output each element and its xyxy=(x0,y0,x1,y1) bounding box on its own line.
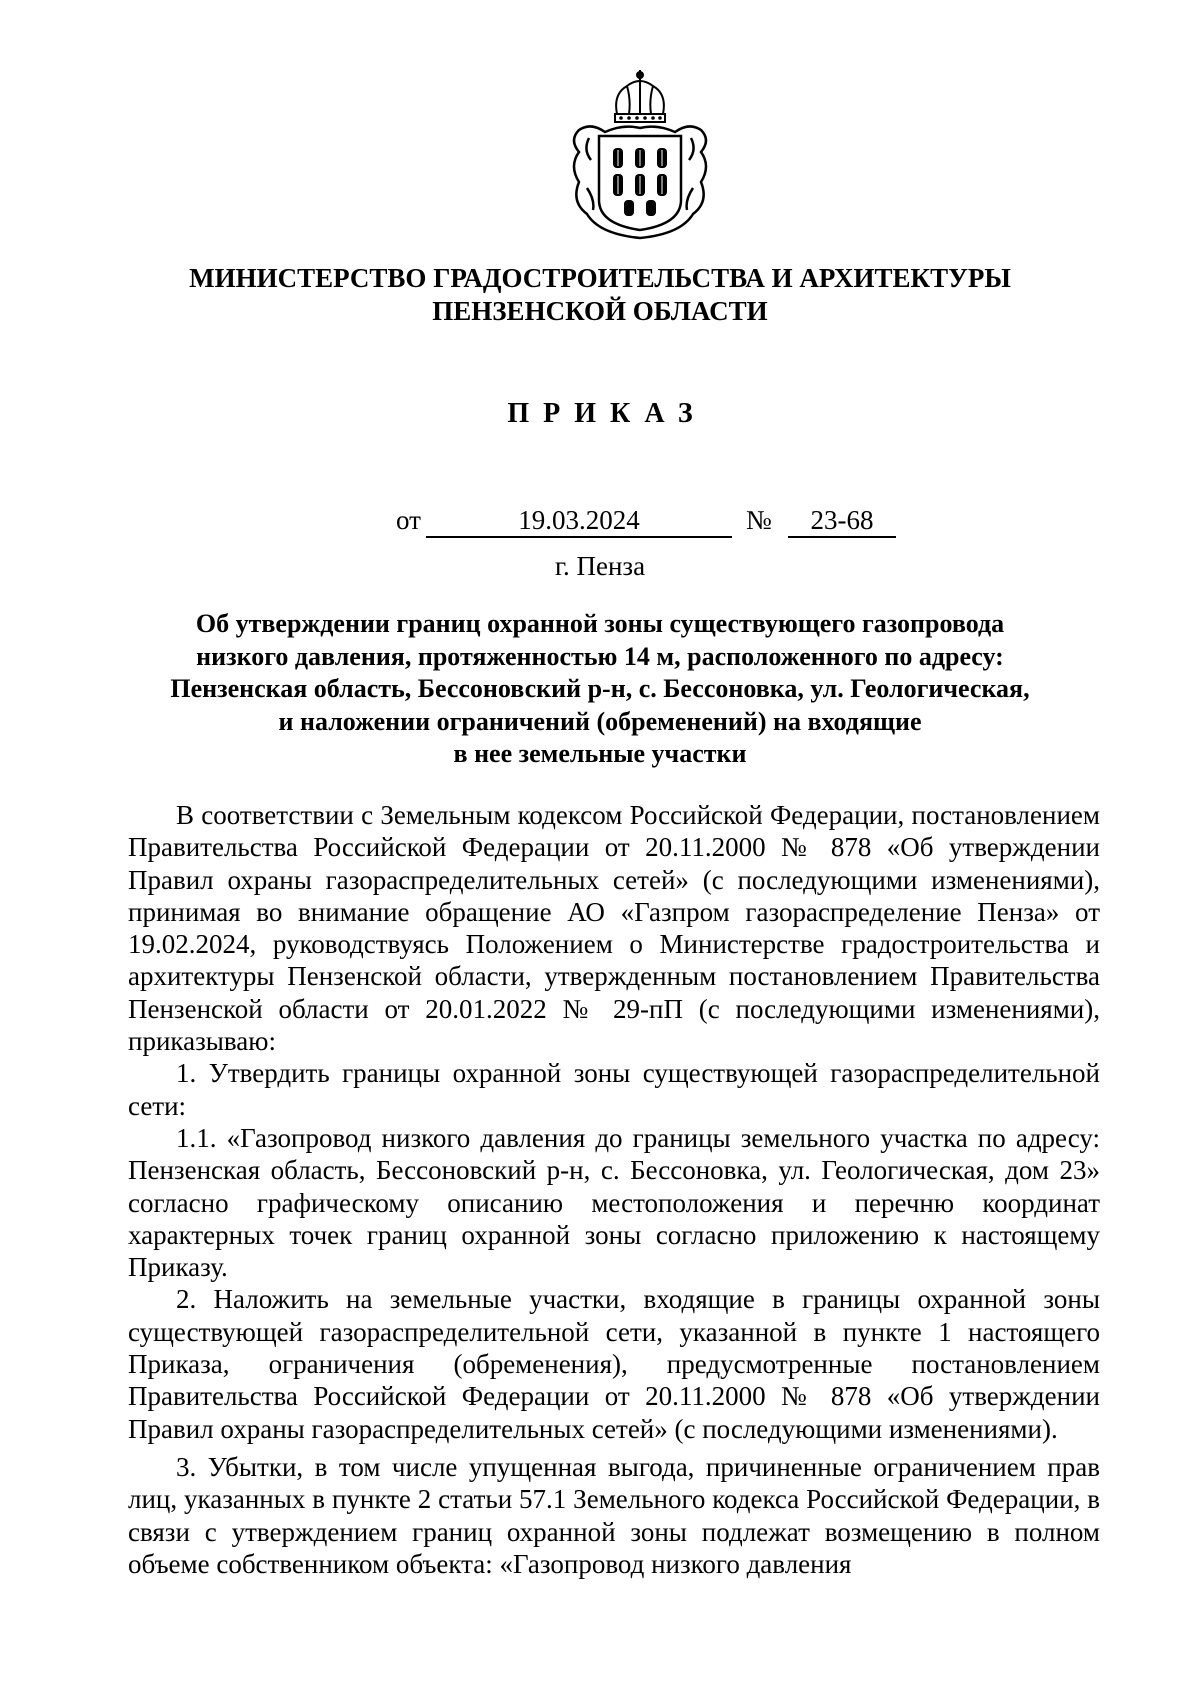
city: г. Пенза xyxy=(554,551,646,581)
ministry-name xyxy=(120,262,1080,328)
paragraph-item-1-1: 1.1. «Газопровод низкого давления до границы земельного участка по адресу: Пензенская область, Бессоновский р-н, с. Бессоновка, ул. Геологическая, дом 23» согласно графическому описанию местоположения и перечню координат характерных точек границ охранной зоны согласно приложению к настоящему Приказу. xyxy=(128,1122,1100,1283)
order-subject xyxy=(130,608,1070,771)
order-body xyxy=(128,799,1100,1580)
subject-line-1: Об утверждении границ охранной зоны существующего газопровода xyxy=(195,609,1005,638)
coat-of-arms-emblem xyxy=(565,70,715,242)
number-prefix: № xyxy=(746,505,772,535)
subject-line-3: Пензенская область, Бессоновский р-н, с. Бессоновка, ул. Геологическая, xyxy=(170,674,1030,703)
paragraph-item-1: 1. Утвердить границы охранной зоны существующей газораспределительной сети: xyxy=(128,1058,1100,1121)
order-date-field: 19.03.2024 xyxy=(426,504,732,538)
order-number-field: 23-68 xyxy=(788,504,896,538)
paragraph-item-2: 2. Наложить на земельные участки, входящие в границы охранной зоны существующей газораспределительной сети, указанной в пункте 1 настоящего Приказа, ограничения (обременения), предусмотренные постановлением Правительства Российской Федерации от 20.11.2000 № 878 «Об утверждении Правил охраны газораспределительных сетей» (с последующими изменениями). xyxy=(128,1284,1100,1444)
subject-line-5: в нее земельные участки xyxy=(453,739,747,768)
ministry-line-2: ПЕНЗЕНСКОЙ ОБЛАСТИ xyxy=(432,296,768,326)
paragraph-preamble: В соответствии с Земельным кодексом Российской Федерации, постановлением Правительства Российской Федерации от 20.11.2000 № 878 «Об утверждении Правил охраны газораспределительных сетей» (с последующими изменениями), принимая во внимание обращение АО «Газпром газораспределение Пенза» от 19.02.2024, руководствуясь Положением о Министерстве градостроительства и архитектуры Пензенской области, утвержденным постановлением Правительства Пензенской области от 20.01.2022 № 29-пП (с последующими изменениями), приказываю: xyxy=(128,800,1100,1057)
paragraph-item-3: 3. Убытки, в том числе упущенная выгода, причиненные ограничением прав лиц, указанных в пункте 2 статьи 57.1 Земельного кодекса Российской Федерации, в связи с утверждением границ охранной зоны подлежат возмещению в полном объеме собственником объекта: «Газопровод низкого давления xyxy=(128,1451,1100,1579)
ministry-line-1: МИНИСТЕРСТВО ГРАДОСТРОИТЕЛЬСТВА И АРХИТЕКТУРЫ xyxy=(189,263,1011,293)
order-title: ПРИКАЗ xyxy=(507,398,707,429)
date-prefix: от xyxy=(396,505,421,535)
subject-line-2: низкого давления, протяженностью 14 м, расположенного по адресу: xyxy=(196,641,1004,671)
subject-line-4: и наложении ограничений (обременений) на входящие xyxy=(278,706,922,736)
